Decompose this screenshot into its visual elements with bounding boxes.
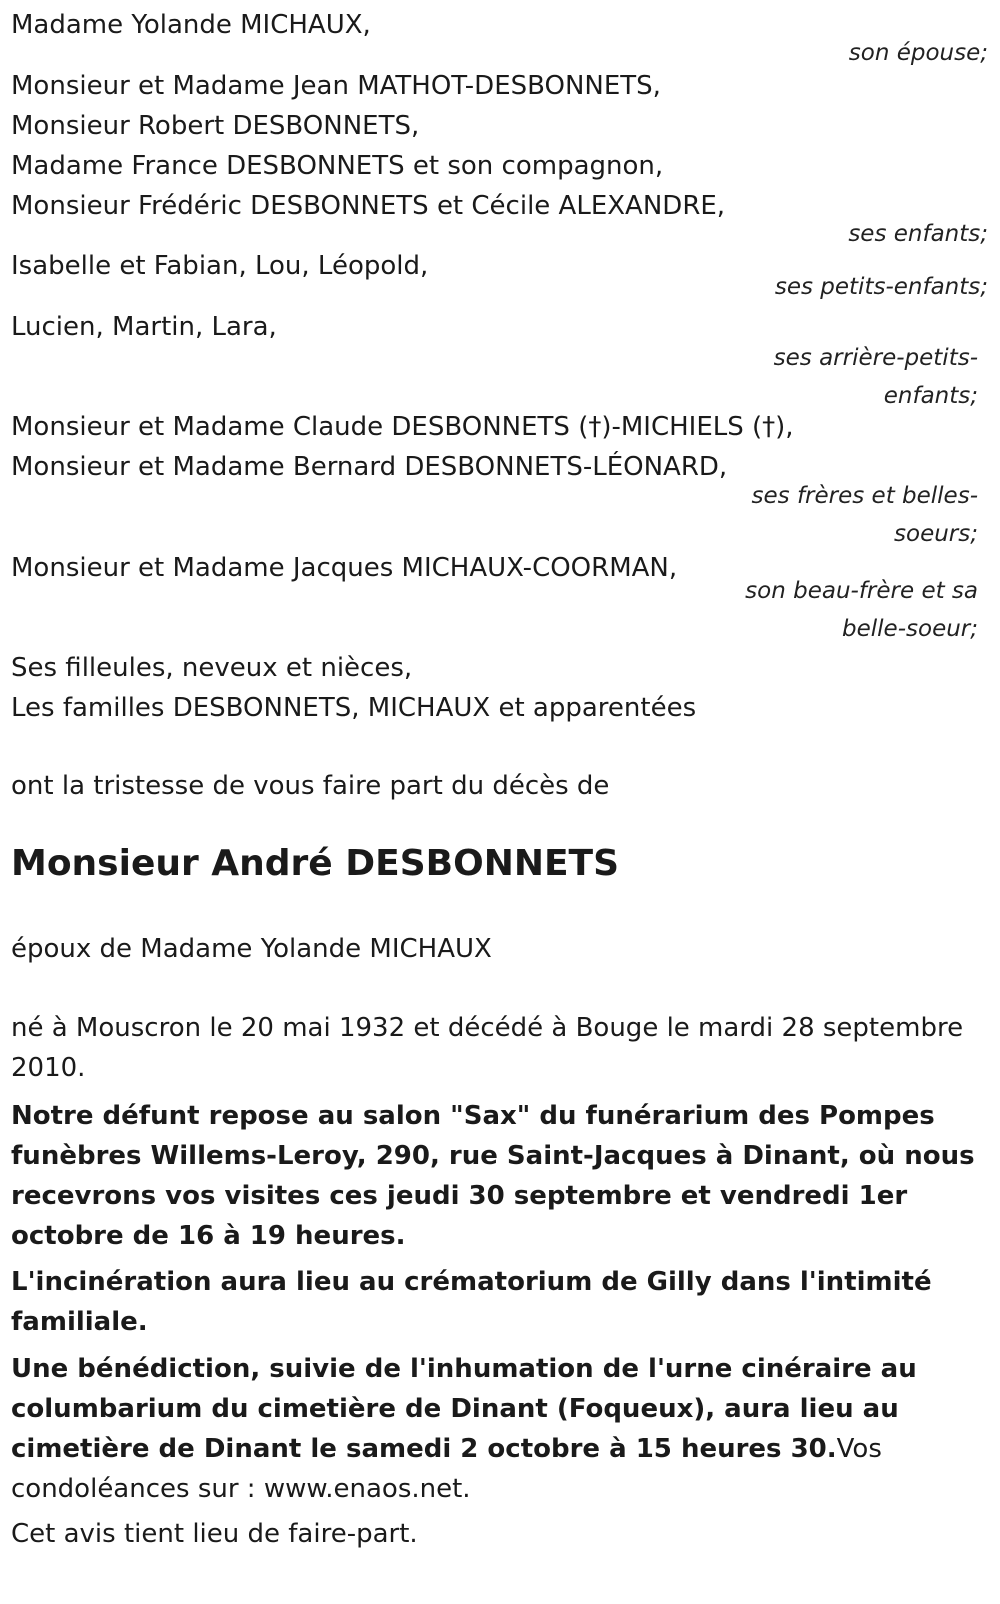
- relation-label: ses petits-enfants;: [774, 274, 988, 300]
- family-group-siblings: [11, 407, 989, 553]
- ceremony-info: [11, 1349, 986, 1509]
- family-group-in-laws: [11, 548, 989, 648]
- family-group-spouse: [11, 5, 988, 72]
- relation-label: ses frères et belles-soeurs;: [751, 483, 978, 547]
- condolences-text: Vos condoléances sur : www.enaos.net.: [11, 1434, 882, 1504]
- family-group-great-grandchildren: [11, 307, 989, 415]
- family-group-children: [11, 66, 988, 253]
- family-line: Madame France DESBONNETS et son compagnon,: [11, 151, 664, 181]
- cremation-info: L'incinération aura lieu au crématorium de Gilly dans l'intimité familiale.: [11, 1267, 932, 1337]
- family-line: Monsieur et Madame Bernard DESBONNETS-LÉONARD,: [11, 452, 728, 482]
- family-line: Lucien, Martin, Lara,: [11, 312, 277, 342]
- deceased-name: Monsieur André DESBONNETS: [11, 843, 620, 884]
- family-line: Monsieur et Madame Claude DESBONNETS (†)-MICHIELS (†),: [11, 412, 794, 442]
- extended-family: [11, 648, 696, 728]
- visitation-info: Notre défunt repose au salon "Sax" du funérarium des Pompes funèbres Willems-Leroy, 290, rue Saint-Jacques à Dinant, où nous recevrons vos visites ces jeudi 30 septembre et vendredi 1er octobre de 16 à 19 heures.: [11, 1101, 975, 1251]
- family-line: Monsieur et Madame Jean MATHOT-DESBONNETS,: [11, 71, 661, 101]
- birth-death-info: né à Mouscron le 20 mai 1932 et décédé à Bouge le mardi 28 septembre 2010.: [11, 1013, 964, 1083]
- family-line: Monsieur Frédéric DESBONNETS et Cécile ALEXANDRE,: [11, 191, 726, 221]
- relation-label: ses arrière-petits-enfants;: [773, 345, 978, 409]
- family-line: Monsieur Robert DESBONNETS,: [11, 111, 420, 141]
- relation-label: ses enfants;: [848, 221, 988, 247]
- announcement: ont la tristesse de vous faire part du décès de: [11, 771, 610, 801]
- family-group-grandchildren: [11, 246, 988, 306]
- relation-label: son beau-frère et sa belle-soeur;: [745, 578, 978, 642]
- family-line: Isabelle et Fabian, Lou, Léopold,: [11, 251, 429, 281]
- spouse-line: époux de Madame Yolande MICHAUX: [11, 934, 492, 964]
- relation-label: son épouse;: [848, 40, 988, 66]
- blessing-text: Une bénédiction, suivie de l'inhumation de l'urne cinéraire au columbarium du cimetière de Dinant (Foqueux), aura lieu au cimetière de Dinant le samedi 2 octobre à 15 heures 30.: [11, 1354, 917, 1464]
- family-line: Madame Yolande MICHAUX,: [11, 10, 371, 40]
- family-line: Monsieur et Madame Jacques MICHAUX-COORMAN,: [11, 553, 678, 583]
- closing-note: Cet avis tient lieu de faire-part.: [11, 1519, 418, 1549]
- family-line: Les familles DESBONNETS, MICHAUX et apparentées: [11, 693, 697, 723]
- family-line: Ses filleules, neveux et nièces,: [11, 653, 413, 683]
